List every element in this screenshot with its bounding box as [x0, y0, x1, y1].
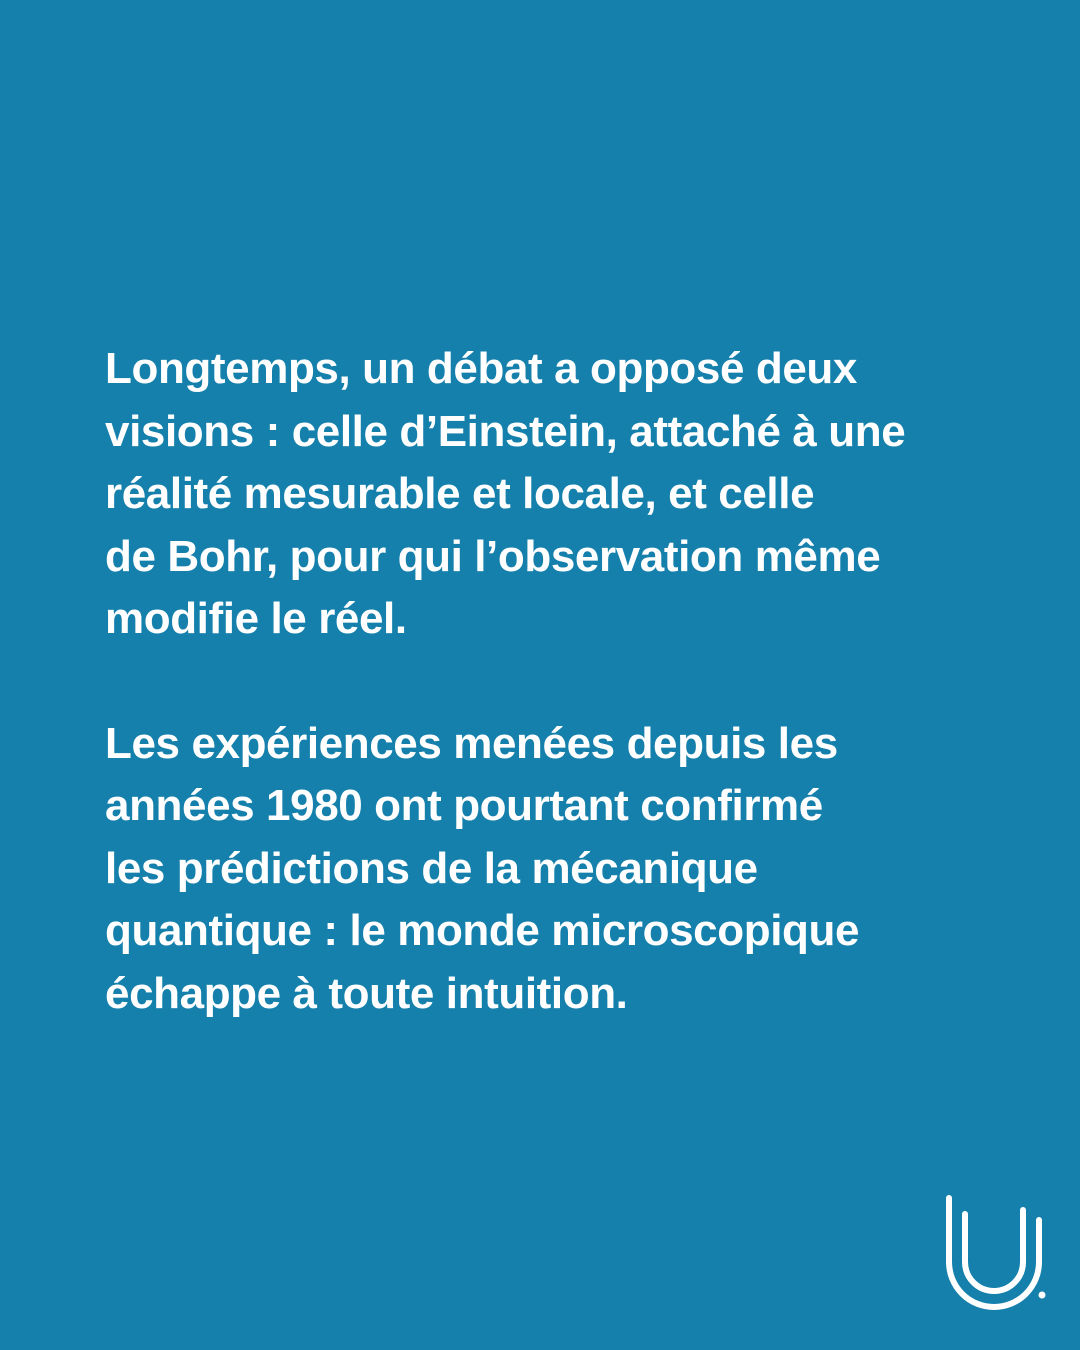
paragraph-2 [105, 713, 1005, 1026]
paragraph-line: années 1980 ont pourtant confirmé [105, 781, 823, 830]
paragraph-line: de Bohr, pour qui l’observation même [105, 531, 881, 581]
paragraph-line: échappe à toute intuition. [105, 968, 628, 1018]
paragraph-line: réalité mesurable et locale, et celle [105, 469, 815, 518]
paragraph-1 [105, 338, 1005, 651]
paragraph-line: Longtemps, un débat a opposé deux [105, 344, 857, 393]
paragraph-line: quantique : le monde microscopique [105, 906, 860, 955]
paragraph-line: modifie le réel. [105, 594, 407, 643]
main-text [105, 338, 1005, 1025]
u-logo-icon [940, 1192, 1048, 1316]
paragraph-line: Les expériences menées depuis les [105, 718, 838, 768]
paragraph-line: visions : celle d’Einstein, attaché à une [105, 406, 906, 456]
paragraph-line: les prédictions de la mécanique [105, 843, 758, 893]
